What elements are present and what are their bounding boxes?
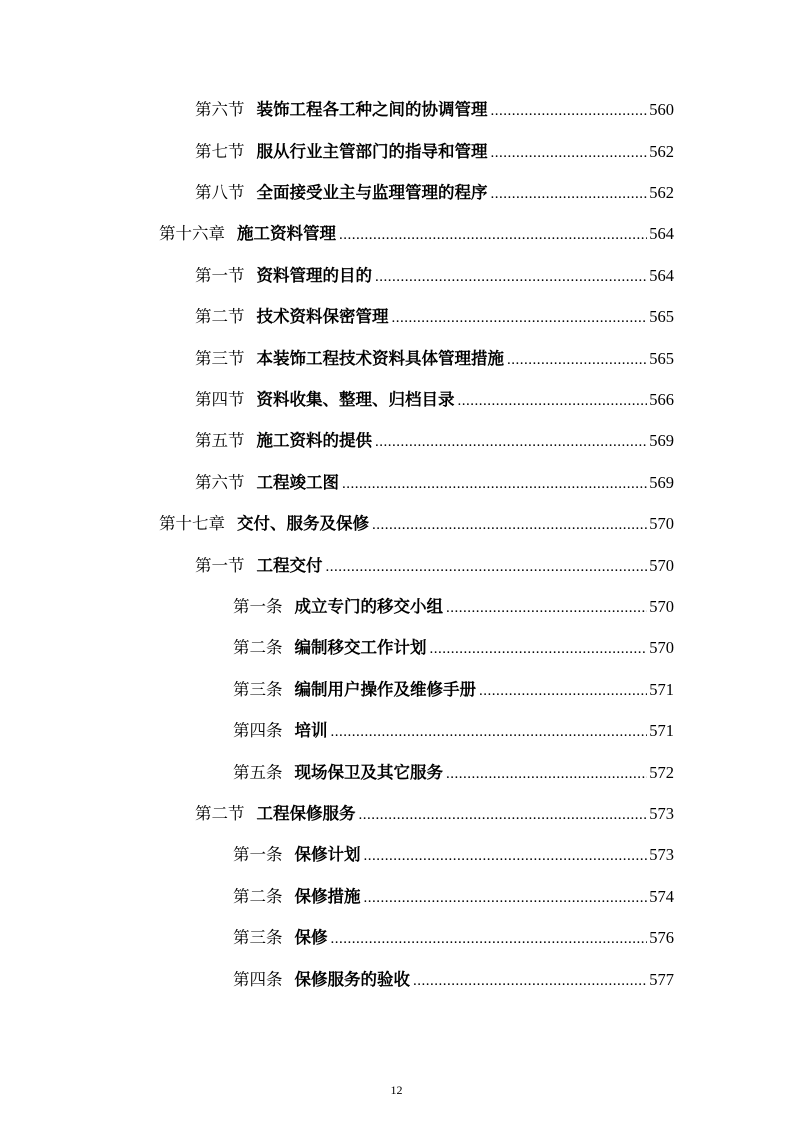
toc-entry-page: 562 (649, 142, 674, 161)
toc-entry-page: 576 (649, 928, 674, 947)
toc-entry[interactable] (195, 140, 674, 164)
toc-entry[interactable] (195, 554, 674, 578)
toc-entry-page: 560 (649, 100, 674, 119)
toc-entry-number: 第一节 (195, 266, 245, 285)
toc-entry-page: 562 (649, 183, 674, 202)
toc-entry-number: 第二条 (233, 638, 283, 657)
toc-entry-number: 第一条 (233, 845, 283, 864)
toc-entry-title: 工程交付 (256, 556, 323, 575)
toc-entry[interactable] (195, 471, 674, 495)
toc-entry-title: 现场保卫及其它服务 (294, 763, 443, 782)
toc-entry-number: 第五节 (195, 431, 245, 450)
dot-leader (331, 720, 648, 744)
toc-entry-page: 566 (649, 390, 674, 409)
toc-entry-number: 第八节 (195, 183, 245, 202)
dot-leader (339, 223, 647, 247)
toc-entry-page: 570 (649, 514, 674, 533)
toc-entry-number: 第四节 (195, 390, 245, 409)
toc-entry-title: 保修计划 (294, 845, 361, 864)
toc-entry-title: 保修 (294, 928, 328, 947)
toc-entry[interactable] (159, 222, 674, 246)
dot-leader (491, 99, 648, 123)
toc-entry[interactable] (195, 802, 674, 826)
toc-entry-number: 第十六章 (159, 224, 225, 243)
toc-entry[interactable] (233, 719, 674, 743)
toc-entry-page: 565 (649, 349, 674, 368)
toc-entry-page: 570 (649, 556, 674, 575)
dot-leader (392, 306, 648, 330)
toc-entry-page: 564 (649, 224, 674, 243)
dot-leader (364, 844, 648, 868)
toc-entry-number: 第十七章 (159, 514, 225, 533)
toc-entry[interactable] (233, 678, 674, 702)
toc-entry-title: 交付、服务及保修 (237, 514, 369, 533)
dot-leader (413, 969, 647, 993)
toc-entry-title: 服从行业主管部门的指导和管理 (256, 142, 488, 161)
toc-entry-title: 本装饰工程技术资料具体管理措施 (256, 349, 504, 368)
toc-entry-title: 资料管理的目的 (256, 266, 372, 285)
toc-entry-number: 第四条 (233, 721, 283, 740)
toc-entry-page: 571 (649, 721, 674, 740)
toc-entry-page: 572 (649, 763, 674, 782)
toc-entry-number: 第一条 (233, 597, 283, 616)
toc-entry-page: 569 (649, 431, 674, 450)
toc-entry-title: 保修服务的验收 (294, 970, 410, 989)
toc-entry-number: 第二条 (233, 887, 283, 906)
toc-entry-number: 第三条 (233, 680, 283, 699)
dot-leader (364, 886, 648, 910)
toc-entry-title: 技术资料保密管理 (256, 307, 389, 326)
toc-entry[interactable] (233, 968, 674, 992)
dot-leader (507, 348, 647, 372)
toc-entry-number: 第二节 (195, 804, 245, 823)
toc-entry-number: 第六节 (195, 100, 245, 119)
toc-entry-title: 工程保修服务 (256, 804, 356, 823)
dot-leader (372, 513, 647, 537)
toc-entry-title: 编制移交工作计划 (294, 638, 427, 657)
toc-entry[interactable] (233, 595, 674, 619)
dot-leader (458, 389, 648, 413)
toc-entry-page: 573 (649, 804, 674, 823)
page-number: 12 (390, 1083, 403, 1097)
toc-entry-page: 574 (649, 887, 674, 906)
dot-leader (446, 596, 647, 620)
toc-entry-title: 保修措施 (294, 887, 361, 906)
toc-entry-page: 570 (649, 638, 674, 657)
toc-entry-number: 第二节 (195, 307, 245, 326)
dot-leader (342, 472, 647, 496)
toc-entry[interactable] (195, 429, 674, 453)
toc-entry-page: 565 (649, 307, 674, 326)
toc-entry-title: 工程竣工图 (256, 473, 339, 492)
toc-entry-title: 培训 (294, 721, 328, 740)
dot-leader (446, 762, 647, 786)
toc-entry[interactable] (233, 926, 674, 950)
toc-entry[interactable] (195, 264, 674, 288)
toc-entry-page: 571 (649, 680, 674, 699)
toc-entry-number: 第一节 (195, 556, 245, 575)
toc-entry-title: 编制用户操作及维修手册 (294, 680, 476, 699)
toc-entry-title: 装饰工程各工种之间的协调管理 (256, 100, 488, 119)
toc-entry-title: 全面接受业主与监理管理的程序 (256, 183, 488, 202)
toc-entry[interactable] (195, 98, 674, 122)
toc-entry[interactable] (233, 636, 674, 660)
toc-entry-title: 资料收集、整理、归档目录 (256, 390, 455, 409)
dot-leader (430, 637, 648, 661)
toc-entry[interactable] (159, 512, 674, 536)
toc-entry[interactable] (233, 885, 674, 909)
toc-entry-number: 第五条 (233, 763, 283, 782)
toc-entry-page: 577 (649, 970, 674, 989)
dot-leader (375, 265, 647, 289)
toc-entry-title: 成立专门的移交小组 (294, 597, 443, 616)
toc-entry-page: 569 (649, 473, 674, 492)
dot-leader (326, 555, 648, 579)
toc-entry-number: 第四条 (233, 970, 283, 989)
toc-entry-title: 施工资料管理 (237, 224, 336, 243)
toc-entry[interactable] (195, 305, 674, 329)
dot-leader (331, 927, 648, 951)
toc-entry-number: 第三节 (195, 349, 245, 368)
toc-entry-number: 第六节 (195, 473, 245, 492)
dot-leader (375, 430, 647, 454)
toc-entry-page: 570 (649, 597, 674, 616)
toc-entry[interactable] (195, 347, 674, 371)
toc-entry[interactable] (233, 761, 674, 785)
toc-entry-title: 施工资料的提供 (256, 431, 372, 450)
dot-leader (491, 141, 648, 165)
toc-entry[interactable] (195, 181, 674, 205)
dot-leader (491, 182, 648, 206)
toc-entry-number: 第三条 (233, 928, 283, 947)
toc-entry[interactable] (195, 388, 674, 412)
toc-entry-page: 564 (649, 266, 674, 285)
toc-entry[interactable] (233, 843, 674, 867)
toc-entry-page: 573 (649, 845, 674, 864)
dot-leader (359, 803, 648, 827)
dot-leader (479, 679, 647, 703)
toc-entry-number: 第七节 (195, 142, 245, 161)
